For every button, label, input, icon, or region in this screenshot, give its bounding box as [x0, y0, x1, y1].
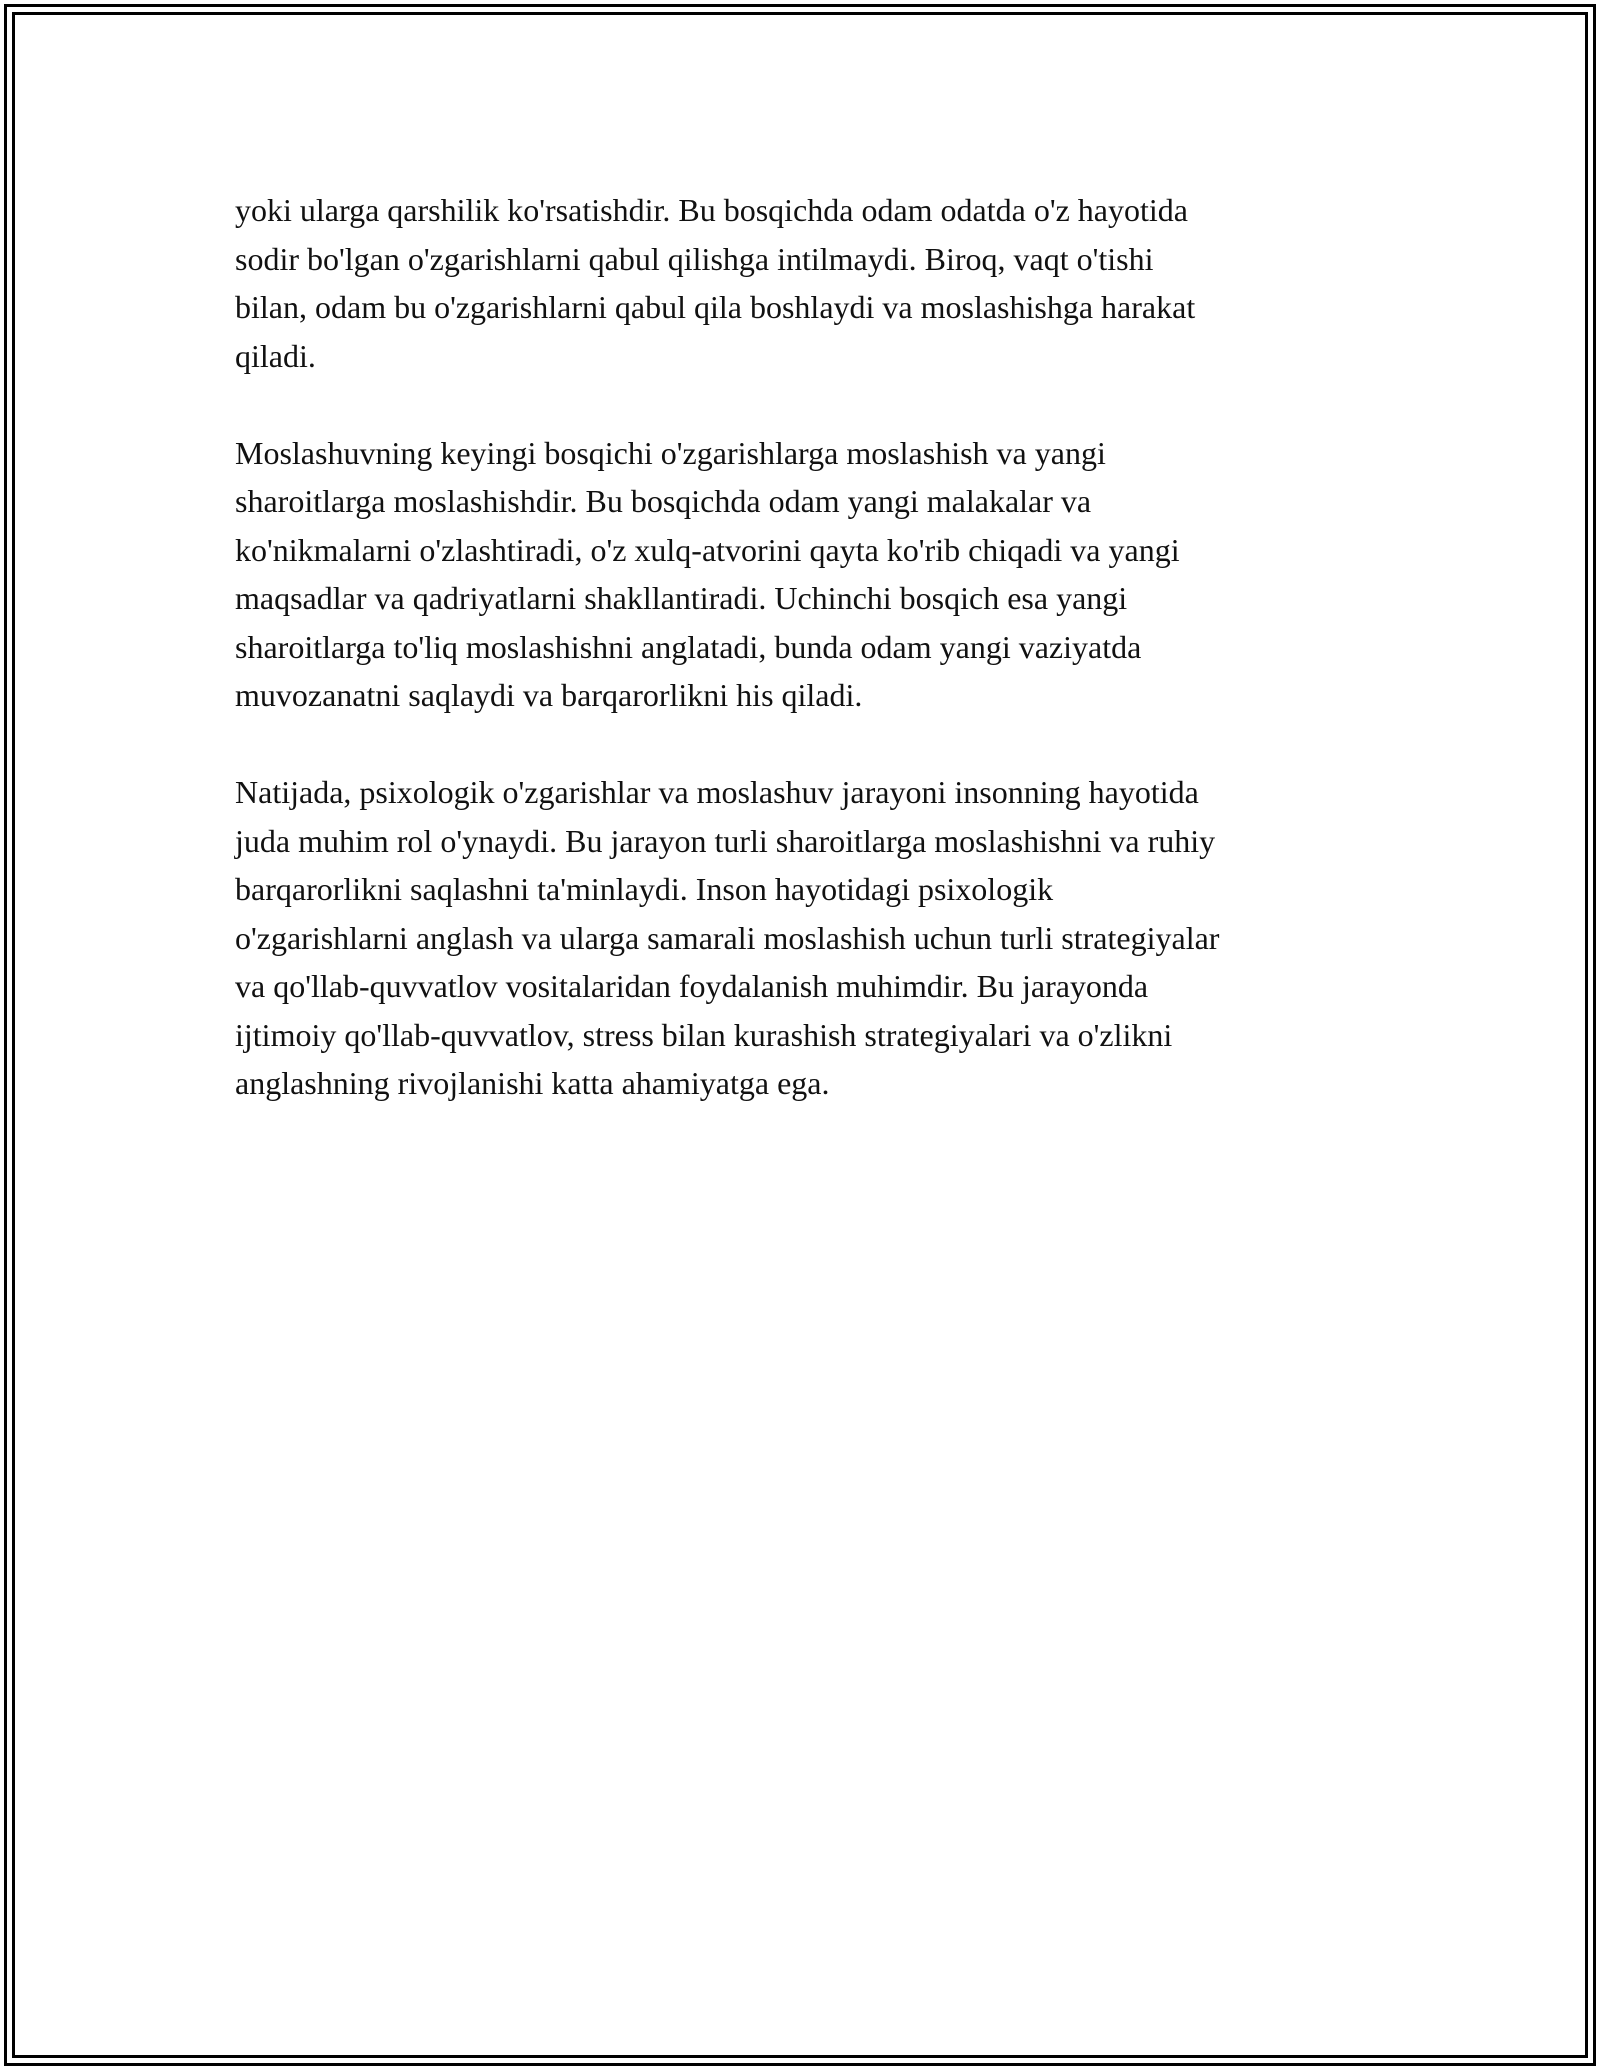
- text-line: o'zgarishlarni anglash va ularga samarali moslashish uchun turli strategiyalar: [235, 919, 1220, 956]
- text-line: bilan, odam bu o'zgarishlarni qabul qila boshlaydi va moslashishga harakat: [235, 289, 1196, 325]
- paragraph: [235, 186, 1375, 380]
- text-line: sodir bo'lgan o'zgarishlarni qabul qilishga intilmaydi. Biroq, vaqt o'tishi: [235, 240, 1154, 277]
- text-line: Natijada, psixologik o'zgarishlar va moslashuv jarayoni insonning hayotida: [235, 774, 1199, 810]
- paragraph: [235, 429, 1375, 720]
- text-line: juda muhim rol o'ynaydi. Bu jarayon turli sharoitlarga moslashishni va ruhiy: [235, 822, 1216, 859]
- text-line: sharoitlarga to'liq moslashishni anglatadi, bunda odam yangi vaziyatda: [235, 628, 1142, 665]
- text-line: ijtimoiy qo'llab-quvvatlov, stress bilan kurashish strategiyalari va o'zlikni: [235, 1016, 1173, 1053]
- text-line: muvozanatni saqlaydi va barqarorlikni his qiladi.: [235, 677, 863, 713]
- text-line: va qo'llab-quvvatlov vositalaridan foydalanish muhimdir. Bu jarayonda: [235, 968, 1149, 1004]
- document-body: [235, 186, 1375, 1156]
- text-line: qiladi.: [235, 337, 316, 374]
- text-line: Moslashuvning keyingi bosqichi o'zgarishlarga moslashish va yangi: [235, 434, 1106, 471]
- paragraph: [235, 768, 1375, 1108]
- text-line: maqsadlar va qadriyatlarni shakllantiradi. Uchinchi bosqich esa yangi: [235, 580, 1128, 616]
- text-line: anglashning rivojlanishi katta ahamiyatga ega.: [235, 1065, 830, 1101]
- text-line: sharoitlarga moslashishdir. Bu bosqichda odam yangi malakalar va: [235, 483, 1092, 519]
- text-line: barqarorlikni saqlashni ta'minlaydi. Inson hayotidagi psixologik: [235, 871, 1054, 907]
- text-line: yoki ularga qarshilik ko'rsatishdir. Bu bosqichda odam odatda o'z hayotida: [235, 192, 1188, 228]
- text-line: ko'nikmalarni o'zlashtiradi, o'z xulq-atvorini qayta ko'rib chiqadi va yangi: [235, 531, 1180, 568]
